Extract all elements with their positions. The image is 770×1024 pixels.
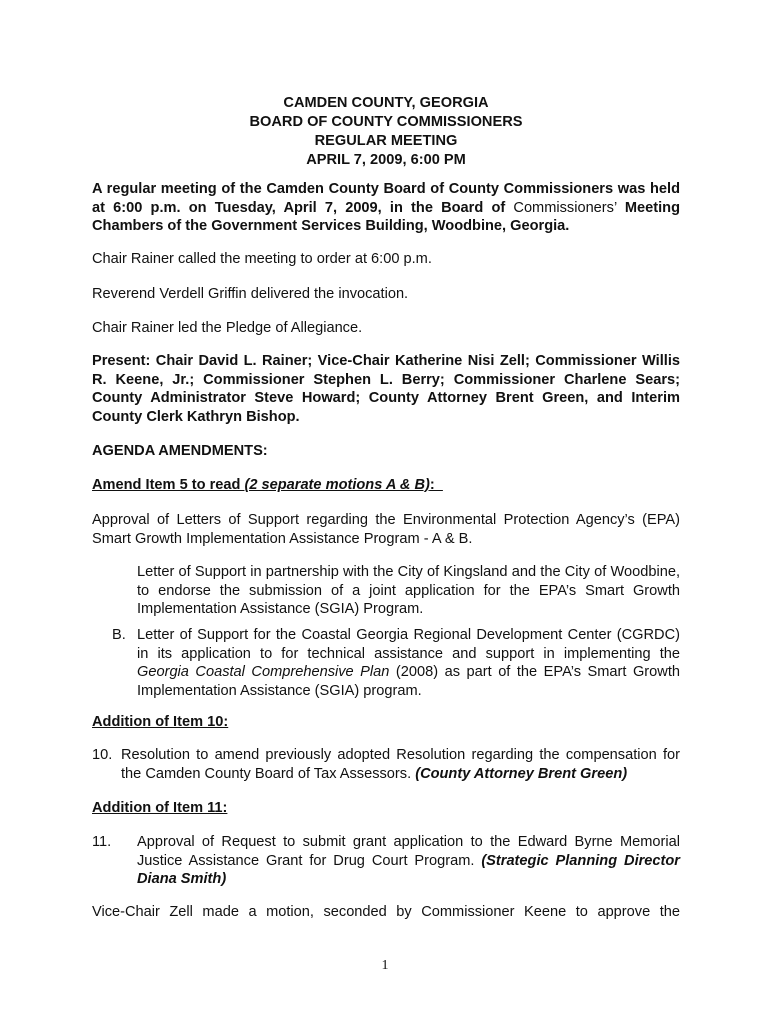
approval-letters: Approval of Letters of Support regarding the Environmental Protection Agency’s (EPA) Smart Growth Implementation Assistance Program - A & B. xyxy=(92,512,680,547)
motion-text: Vice-Chair Zell made a motion, seconded by Commissioner Keene to approve the xyxy=(92,904,680,920)
item11-presenter: (Strategic Planning Director Diana Smith) xyxy=(137,852,680,888)
present-attendees: Present: Chair David L. Rainer; Vice-Chair Katherine Nisi Zell; Commissioner Willis R. Keene, Jr.; Commissioner Stephen L. Berry; Commissioner Charlene Sears; County Administrator Steve Howard; County Attorney Brent Green, and Interim County Clerk Kathryn Bishop. xyxy=(92,353,680,425)
addition-item11-heading: Addition of Item 11: xyxy=(92,800,228,816)
item-b xyxy=(137,626,680,700)
item-b-part1: Letter of Support for the Coastal Georgia Regional Development Center (CGRDC) in its application to for technical assistance and support in implementing the xyxy=(137,627,680,662)
header-meeting-type: REGULAR MEETING xyxy=(314,133,458,149)
item-b-part2: (2008) as part of the EPA’s Smart Growth Implementation Assistance (SGIA) program. xyxy=(137,664,680,699)
header-county: CAMDEN COUNTY, GEORGIA xyxy=(283,95,489,111)
addition-item10-heading: Addition of Item 10: xyxy=(92,714,229,730)
invocation: Reverend Verdell Griffin delivered the invocation. xyxy=(92,286,409,302)
item-a: Letter of Support in partnership with the City of Kingsland and the City of Woodbine, to endorse the submission of a joint application for the EPA’s Smart Growth Implementation Assistance (SGIA) Program. xyxy=(137,564,680,618)
item10-text xyxy=(121,746,680,783)
item10-marker: 10. xyxy=(92,747,113,763)
header-board: BOARD OF COUNTY COMMISSIONERS xyxy=(249,114,523,130)
call-to-order: Chair Rainer called the meeting to order at 6:00 p.m. xyxy=(92,251,432,267)
intro-paragraph xyxy=(92,180,680,236)
item10-presenter: (County Attorney Brent Green) xyxy=(415,765,628,782)
intro-part3: Meeting Chambers of the Government Services Building, Woodbine, Georgia. xyxy=(92,199,680,235)
agenda-amendments-heading: AGENDA AMENDMENTS: xyxy=(92,443,268,459)
amend-item5-italic: (2 separate motions A & B) xyxy=(244,477,430,493)
item11-body: Approval of Request to submit grant application to the Edward Byrne Memorial Justice Assistance Grant for Drug Court Program. xyxy=(137,834,680,869)
intro-part2: Commissioners’ xyxy=(513,199,617,216)
pledge: Chair Rainer led the Pledge of Allegiance. xyxy=(92,320,363,336)
item11-text xyxy=(137,833,680,889)
item-b-italic: Georgia Coastal Comprehensive Plan xyxy=(137,664,390,681)
page-number: 1 xyxy=(381,958,389,973)
item10-body: Resolution to amend previously adopted Resolution regarding the compensation for the Camden County Board of Tax Assessors. xyxy=(121,747,680,782)
intro-part1: A regular meeting of the Camden County Board of County Commissioners was held at 6:00 p.m. on Tuesday, April 7, 2009, in the Board of xyxy=(92,181,680,216)
document-header xyxy=(92,94,680,170)
header-date: APRIL 7, 2009, 6:00 PM xyxy=(306,152,466,168)
item-b-marker: B. xyxy=(112,627,126,643)
amend-item5-lead: Amend Item 5 to read xyxy=(92,477,245,493)
item11-marker: 11. xyxy=(92,834,112,850)
amend-item5-heading xyxy=(92,476,680,495)
amend-item5-trail: : xyxy=(429,477,443,493)
